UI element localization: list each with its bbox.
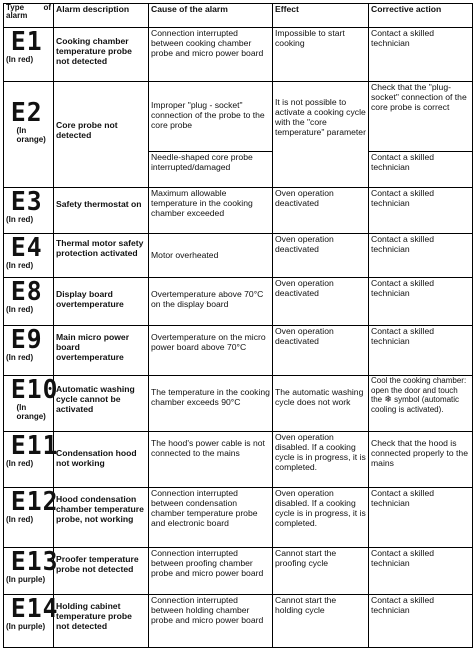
- alarm-type-cell: [4, 326, 54, 376]
- alarm-action: Check that the "plug-socket" connection of the core probe is correct: [369, 82, 473, 152]
- alarm-action: Check that the hood is connected properly to the mains: [369, 432, 473, 488]
- header-type-alarm: alarm: [6, 11, 28, 20]
- alarm-action: Contact a skilled technician: [369, 278, 473, 326]
- alarm-effect: Oven operation deactivated: [273, 278, 369, 326]
- alarm-cause: Connection interrupted between condensation chamber temperature probe and electronic board: [149, 488, 273, 548]
- alarm-effect: Oven operation disabled. If a cooking cycle is in progress, it is completed.: [273, 432, 369, 488]
- alarm-description: Automatic washing cycle cannot be activated: [54, 376, 149, 432]
- alarm-effect: Impossible to start cooking: [273, 28, 369, 82]
- alarm-code: E3: [10, 187, 43, 217]
- alarm-action-pre: Cool the cooking chamber: open the door and touch the: [371, 376, 467, 404]
- alarm-color-note: (In orange): [16, 403, 46, 421]
- alarm-type-cell: [4, 278, 54, 326]
- table-row: [4, 234, 473, 278]
- alarm-type-cell: [4, 547, 59, 595]
- alarm-code: E9: [10, 325, 43, 355]
- header-description: Alarm description: [54, 4, 149, 28]
- alarm-code: E4: [10, 233, 43, 263]
- alarm-cause: Overtemperature above 70°C on the display board: [149, 278, 273, 326]
- header-type-of: of: [43, 3, 51, 12]
- alarm-cause: Connection interrupted between proofing chamber probe and micro power board: [149, 548, 273, 595]
- alarm-color-note: (In red): [6, 515, 34, 524]
- alarm-cause: The hood's power cable is not connected to the mains: [149, 432, 273, 488]
- alarm-description: Thermal motor safety protection activated: [54, 234, 149, 278]
- alarm-description: Core probe not detected: [54, 82, 149, 188]
- alarm-description: Holding cabinet temperature probe not detected: [54, 595, 149, 648]
- alarm-type-cell: [4, 594, 59, 648]
- alarm-description: Safety thermostat on: [54, 188, 149, 234]
- table-row: [4, 595, 473, 648]
- alarm-effect: Oven operation deactivated: [273, 188, 369, 234]
- alarm-description: Main micro power board overtemperature: [54, 326, 149, 376]
- header-action: Corrective action: [369, 4, 473, 28]
- alarm-description: Cooking chamber temperature probe not detected: [54, 28, 149, 82]
- alarm-action-post: symbol (automatic cooling is activated).: [371, 395, 460, 414]
- table-header-row: [4, 4, 473, 28]
- alarm-color-note: (In red): [6, 261, 34, 270]
- alarm-color-note: (In purple): [6, 575, 46, 584]
- alarm-action: Contact a skilled technician: [369, 188, 473, 234]
- alarm-color-note: (In red): [6, 305, 34, 314]
- alarm-action: Contact a skilled technician: [369, 326, 473, 376]
- alarm-color-note: (In red): [6, 55, 34, 64]
- table-row: [4, 82, 473, 152]
- table-row: [4, 188, 473, 234]
- alarm-code: E2: [10, 98, 43, 128]
- header-cause: Cause of the alarm: [149, 4, 273, 28]
- alarm-code: E12: [10, 487, 59, 517]
- alarm-code: E10: [10, 375, 59, 405]
- alarm-type-cell: [4, 188, 54, 234]
- alarm-effect: Oven operation deactivated: [273, 234, 369, 278]
- alarm-table-container: [3, 3, 472, 664]
- alarm-cause: Connection interrupted between holding chamber probe and micro power board: [149, 595, 273, 648]
- alarm-action: Contact a skilled technician: [369, 488, 473, 548]
- alarm-type-cell: [4, 431, 59, 488]
- header-type-word: Type: [6, 3, 25, 12]
- alarm-code: E11: [10, 431, 59, 461]
- alarm-effect: Cannot start the holding cycle: [273, 595, 369, 648]
- table-row: [4, 28, 473, 82]
- alarm-table: [3, 3, 473, 648]
- alarm-code: E8: [10, 277, 43, 307]
- header-effect: Effect: [273, 4, 369, 28]
- alarm-action: [369, 376, 473, 432]
- alarm-action: Contact a skilled technician: [369, 234, 473, 278]
- alarm-cause: Maximum allowable temperature in the cooking chamber exceeded: [149, 188, 273, 234]
- table-row: [4, 488, 473, 548]
- alarm-cause: Motor overheated: [149, 234, 273, 278]
- alarm-action: Contact a skilled technician: [369, 595, 473, 648]
- alarm-code: E14: [10, 594, 59, 624]
- alarm-effect: The automatic washing cycle does not work: [273, 376, 369, 432]
- table-row: [4, 326, 473, 376]
- alarm-description: Hood condensation chamber temperature probe, not working: [54, 488, 149, 548]
- alarm-type-cell: [4, 234, 54, 278]
- alarm-color-note: (In red): [6, 459, 34, 468]
- table-row: [4, 278, 473, 326]
- alarm-cause: Improper "plug - socket" connection of the probe to the core probe: [149, 82, 273, 152]
- alarm-type-cell: [4, 28, 54, 82]
- alarm-effect: Oven operation disabled. If a cooking cycle is in progress, it is completed.: [273, 488, 369, 548]
- alarm-color-note: (In purple): [6, 622, 46, 631]
- snowflake-icon: ❄: [384, 394, 392, 404]
- alarm-action: Contact a skilled technician: [369, 28, 473, 82]
- header-type: [4, 4, 54, 28]
- alarm-cause: Overtemperature on the micro power board above 70°C: [149, 326, 273, 376]
- alarm-action: Contact a skilled technician: [369, 152, 473, 188]
- table-row: [4, 432, 473, 488]
- alarm-type-cell: [4, 82, 54, 188]
- alarm-effect: Oven operation deactivated: [273, 326, 369, 376]
- alarm-cause: Connection interrupted between cooking chamber probe and micro power board: [149, 28, 273, 82]
- alarm-color-note: (In red): [6, 215, 34, 224]
- alarm-action: Contact a skilled technician: [369, 548, 473, 595]
- alarm-effect: Cannot start the proofing cycle: [273, 548, 369, 595]
- alarm-description: Condensation hood not working: [54, 432, 149, 488]
- alarm-type-cell: [4, 375, 59, 432]
- alarm-cause: Needle-shaped core probe interrupted/damaged: [149, 152, 273, 188]
- alarm-type-cell: [4, 487, 59, 548]
- alarm-cause: The temperature in the cooking chamber exceeds 90°C: [149, 376, 273, 432]
- alarm-code: E1: [10, 27, 43, 57]
- alarm-description: Display board overtemperature: [54, 278, 149, 326]
- alarm-code: E13: [10, 547, 59, 577]
- alarm-color-note: (In orange): [16, 126, 46, 144]
- alarm-color-note: (In red): [6, 353, 34, 362]
- alarm-description: Proofer temperature probe not detected: [54, 548, 149, 595]
- table-row: [4, 376, 473, 432]
- table-row: [4, 548, 473, 595]
- alarm-effect: It is not possible to activate a cooking cycle with the "core temperature" parameter: [273, 82, 369, 188]
